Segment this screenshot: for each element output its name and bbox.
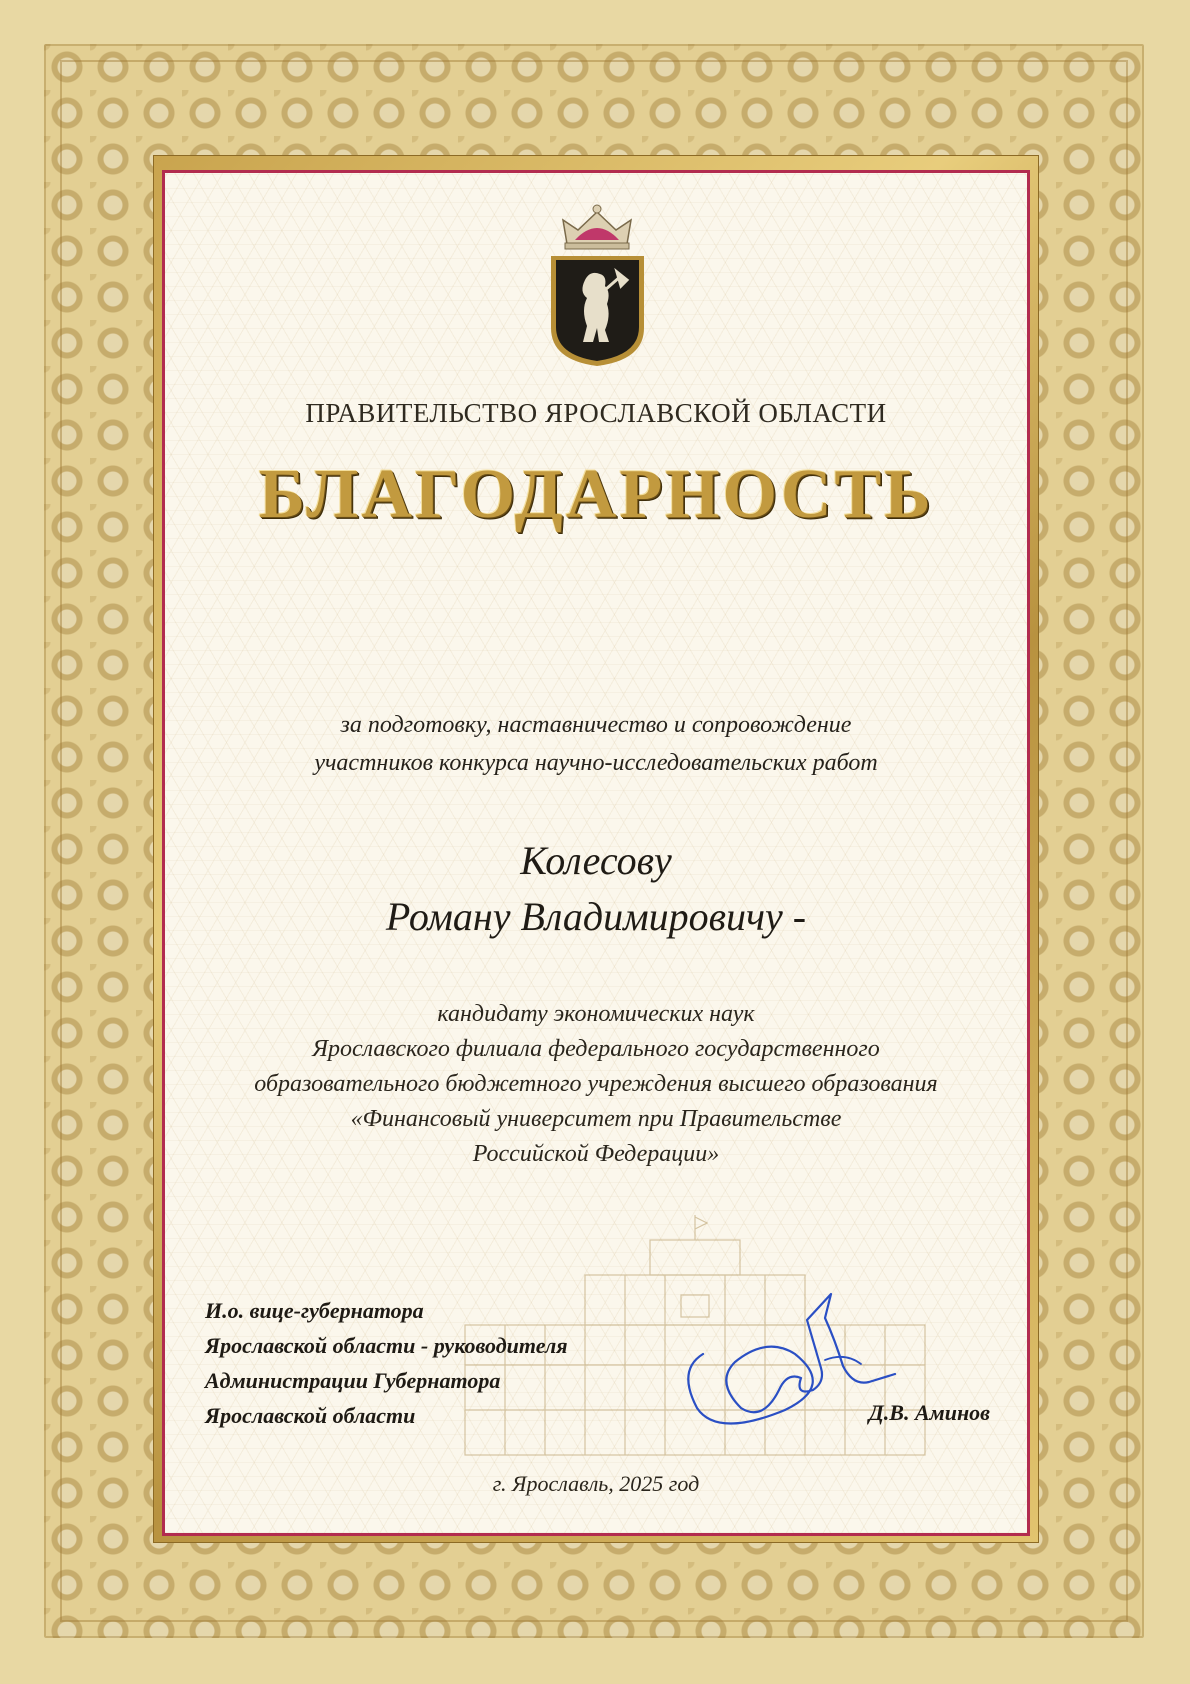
recipient-name [162,833,1030,945]
position-line: Администрации Губернатора [205,1368,501,1393]
award-reason [162,706,1030,782]
organization-heading: ПРАВИТЕЛЬСТВО ЯРОСЛАВСКОЙ ОБЛАСТИ [305,398,887,428]
signatory-position [205,1293,675,1433]
details-line: кандидату экономических наук [437,1001,755,1027]
certificate-title: БЛАГОДАРНОСТЬ [258,456,934,533]
details-line: Российской Федерации» [472,1141,720,1167]
recipient-given-names: Роману Владимировичу - [385,894,807,939]
recipient-details [162,997,1030,1172]
position-line: Ярославской области [205,1403,416,1428]
yaroslavl-coat-of-arms-icon [545,200,650,370]
place-and-year: г. Ярославль, 2025 год [492,1471,700,1496]
position-line: И.о. вице-губернатора [205,1298,424,1323]
reason-line: за подготовку, наставничество и сопровождение [340,712,852,738]
reason-line: участников конкурса научно-исследовательских работ [314,750,878,776]
details-line: образовательного бюджетного учреждения высшего образования [254,1071,938,1097]
details-line: «Финансовый университет при Правительстве [350,1106,842,1132]
signatory-name: Д.В. Аминов [868,1400,990,1425]
position-line: Ярославской области - руководителя [205,1333,568,1358]
recipient-surname: Колесову [520,838,672,883]
details-line: Ярославского филиала федерального государственного [312,1036,880,1062]
